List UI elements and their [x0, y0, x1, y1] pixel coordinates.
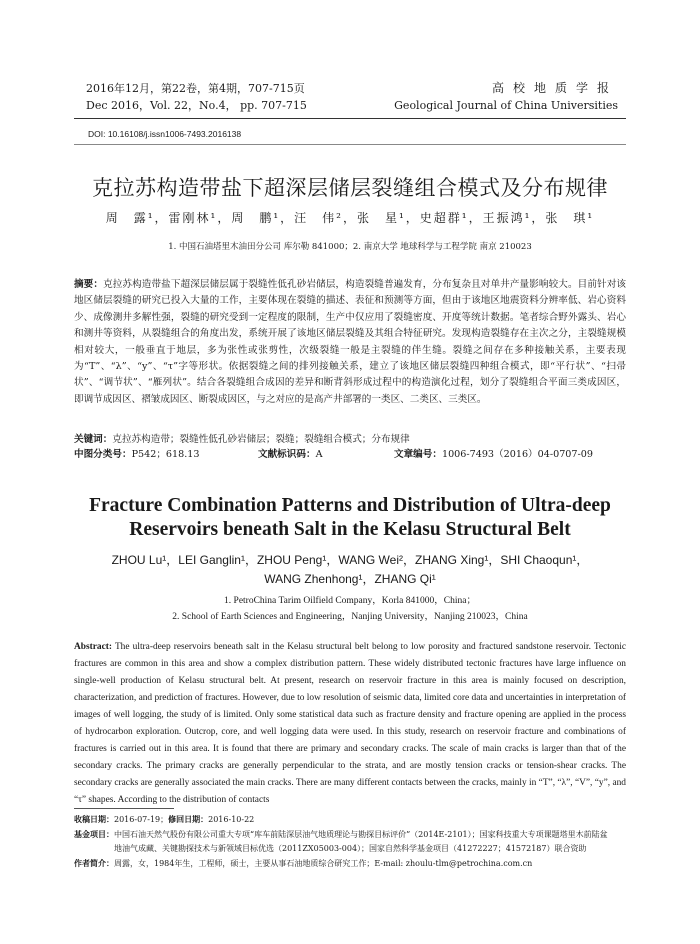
footnotes — [74, 813, 626, 871]
journal-name-en: Geological Journal of China Universities — [394, 99, 618, 112]
title-en-line-1: Fracture Combination Patterns and Distribution of Ultra-deep — [89, 495, 611, 516]
article-no-label: 文章编号： — [394, 449, 442, 460]
keywords-cn-text: 克拉苏构造带；裂缝性低孔砂岩储层；裂缝；裂缝组合模式；分布规律 — [112, 434, 410, 445]
class-no-value: P542；618.13 — [131, 449, 200, 460]
class-no — [74, 447, 200, 462]
affiliations-en — [60, 593, 640, 625]
journal-name — [394, 80, 618, 114]
funding-line-2: 地油气成藏、关键勘探技术与新领域目标优选（2011ZX05003-004）；国家自然科学基金项目（41272227；41572187）联合资助 — [114, 844, 587, 853]
keywords-cn — [74, 432, 626, 447]
received-label: 收稿日期： — [74, 815, 114, 824]
authors-cn: 周 露¹，雷刚林¹，周 鹏¹，汪 伟²，张 星¹，史超群¹，王振鸿¹，张 琪¹ — [105, 211, 595, 225]
issue-cn: 2016年12月，第22卷，第4期，707-715页 — [86, 82, 305, 95]
funding-row — [74, 828, 626, 843]
abstract-cn-text: 克拉苏构造带盐下超深层储层属于裂缝性低孔砂岩储层，构造裂缝普遍发育，分布复杂且对单井产量影响较大。目前针对该地区储层裂缝的研究已投入大量的工作，主要体现在裂缝的描述、表征和预测等方面，但由于该地区地震资料分辨率低、岩心资料少、成像测井多解性强，裂缝的研究受到一定程度的限制，生产中仅应用了裂缝密度、开度等统计数据。笔者综合野外露头、岩心和测井等资料，从裂缝组合的角度出发，系统开展了该地区储层裂缝及其组合特征研究。发现构造裂缝存在主次之分，主裂缝规模相对较大，一般垂直于地层，多为张性或张剪性，次级裂缝一般是主裂缝的伴生缝。裂缝之间存在多种接触关系，主要表现为“T”、“λ”、“y”、“τ”字等形状。依据裂缝之间的排列接触关系，建立了该地区储层裂缝四种组合模式，即“平行状”、“扫帚状”、“调节状”、“雁列状”。结合各裂缝组合成因的差异和断背斜形成过程中的构造演化过程，划分了裂缝组合平面三类成因区，即调节成因区、褶皱成因区、断裂成因区，与之对应的是高产井部署的一类区、二类区、三类区。 — [74, 279, 627, 405]
abstract-en-text: The ultra-deep reservoirs beneath salt in the Kelasu structural belt belong to low porosity and fractured sandstone reservoir. Tectonic fractures are common in this area and show a complex distribution pattern. These widely distributed tectonic fractures have large influence on single-well production of Kelasu structural belt. At present, research on reservoir fracture in this area is mainly focused on description, characterization, and prediction of fractures. However, due to low resolution of seismic data, limited core data and uncertainties in interpretation of images of well logging, the study of is limited. Only some statistical data such as fracture density and fracture opening are applied in the process of hydrocarbon exploration. Outcrop, core, and well logging data were used. In this study, research on reservoir fracture and combinations of fractures is carried out in this area. It is found that there are primary and secondary cracks. The scale of main cracks is larger than that of the secondary cracks. The primary cracks are generally perpendicular to the strata, and are mostly tension cracks or tension-shear cracks. The secondary cracks are generally associated the main cracks. There are many different contacts between the cracks, mainly in “T”, “λ”, “V”, “y”, and “τ” shapes. According to the distribution of contacts — [74, 642, 626, 805]
doc-code — [258, 447, 323, 462]
issue-info — [86, 80, 307, 114]
funding-line-1: 中国石油天然气股份有限公司重大专项“库车前陆深层油气地质理论与勘探目标评价”（2014E-2101）；国家科技重大专项课题塔里木前陆盆 — [114, 829, 608, 839]
doi-rule — [74, 144, 626, 145]
abstract-en-label: Abstract: — [74, 642, 113, 652]
header-rule — [74, 118, 626, 119]
issue-en: Dec 2016，Vol. 22，No.4， pp. 707-715 — [86, 99, 307, 112]
authors-en-line-1: ZHOU Lu¹，LEI Ganglin¹，ZHOU Peng¹，WANG Wei²，ZHANG Xing¹，SHI Chaoqun¹， — [111, 553, 589, 567]
keywords-cn-label: 关键词： — [74, 434, 113, 445]
affiliations-cn: 1. 中国石油塔里木油田分公司 库尔勒 841000；2. 南京大学 地球科学与工程学院 南京 210023 — [168, 242, 532, 252]
revised-label: 修回日期： — [168, 815, 209, 824]
author-bio-row — [74, 857, 626, 872]
article-no-value: 1006-7493（2016）04-0707-09 — [441, 449, 593, 460]
author-bio-label: 作者简介： — [74, 858, 114, 868]
funding-label: 基金项目： — [74, 829, 114, 839]
title-cn: 克拉苏构造带盐下超深层储层裂缝组合模式及分布规律 — [92, 176, 608, 200]
doi[interactable]: DOI: 10.16108/j.issn1006-7493.2016138 — [88, 129, 242, 139]
class-no-label: 中图分类号： — [74, 449, 132, 460]
title-en — [60, 494, 640, 542]
revised-date: 2016-10-22 — [208, 815, 255, 824]
received-date: 2016-07-19； — [114, 815, 169, 824]
funding-row-2 — [74, 842, 626, 857]
footnote-rule — [74, 808, 174, 809]
authors-en-line-2: WANG Zhenhong¹，ZHANG Qi¹ — [264, 572, 436, 586]
article-no — [394, 447, 593, 462]
abstract-cn-label: 摘要： — [74, 279, 104, 290]
authors-en — [60, 551, 640, 589]
doc-code-label: 文献标识码： — [258, 449, 316, 460]
affiliation-en-2: 2. School of Earth Sciences and Engineering，Nanjing University，Nanjing 210023，China — [172, 612, 528, 622]
abstract-en — [74, 639, 626, 809]
abstract-cn — [74, 277, 626, 408]
dates-row — [74, 813, 626, 828]
affiliation-en-1: 1. PetroChina Tarim Oilfield Company，Korla 841000，China； — [224, 596, 476, 606]
doc-code-value: A — [315, 449, 323, 460]
author-bio: 周露，女，1984年生，工程师，硕士，主要从事石油地质综合研究工作；E-mail: zhoulu-tlm@petrochina.com.cn — [114, 858, 533, 868]
title-en-line-2: Reservoirs beneath Salt in the Kelasu Structural Belt — [129, 519, 571, 540]
journal-name-cn: 高校地质学报 — [491, 81, 618, 95]
